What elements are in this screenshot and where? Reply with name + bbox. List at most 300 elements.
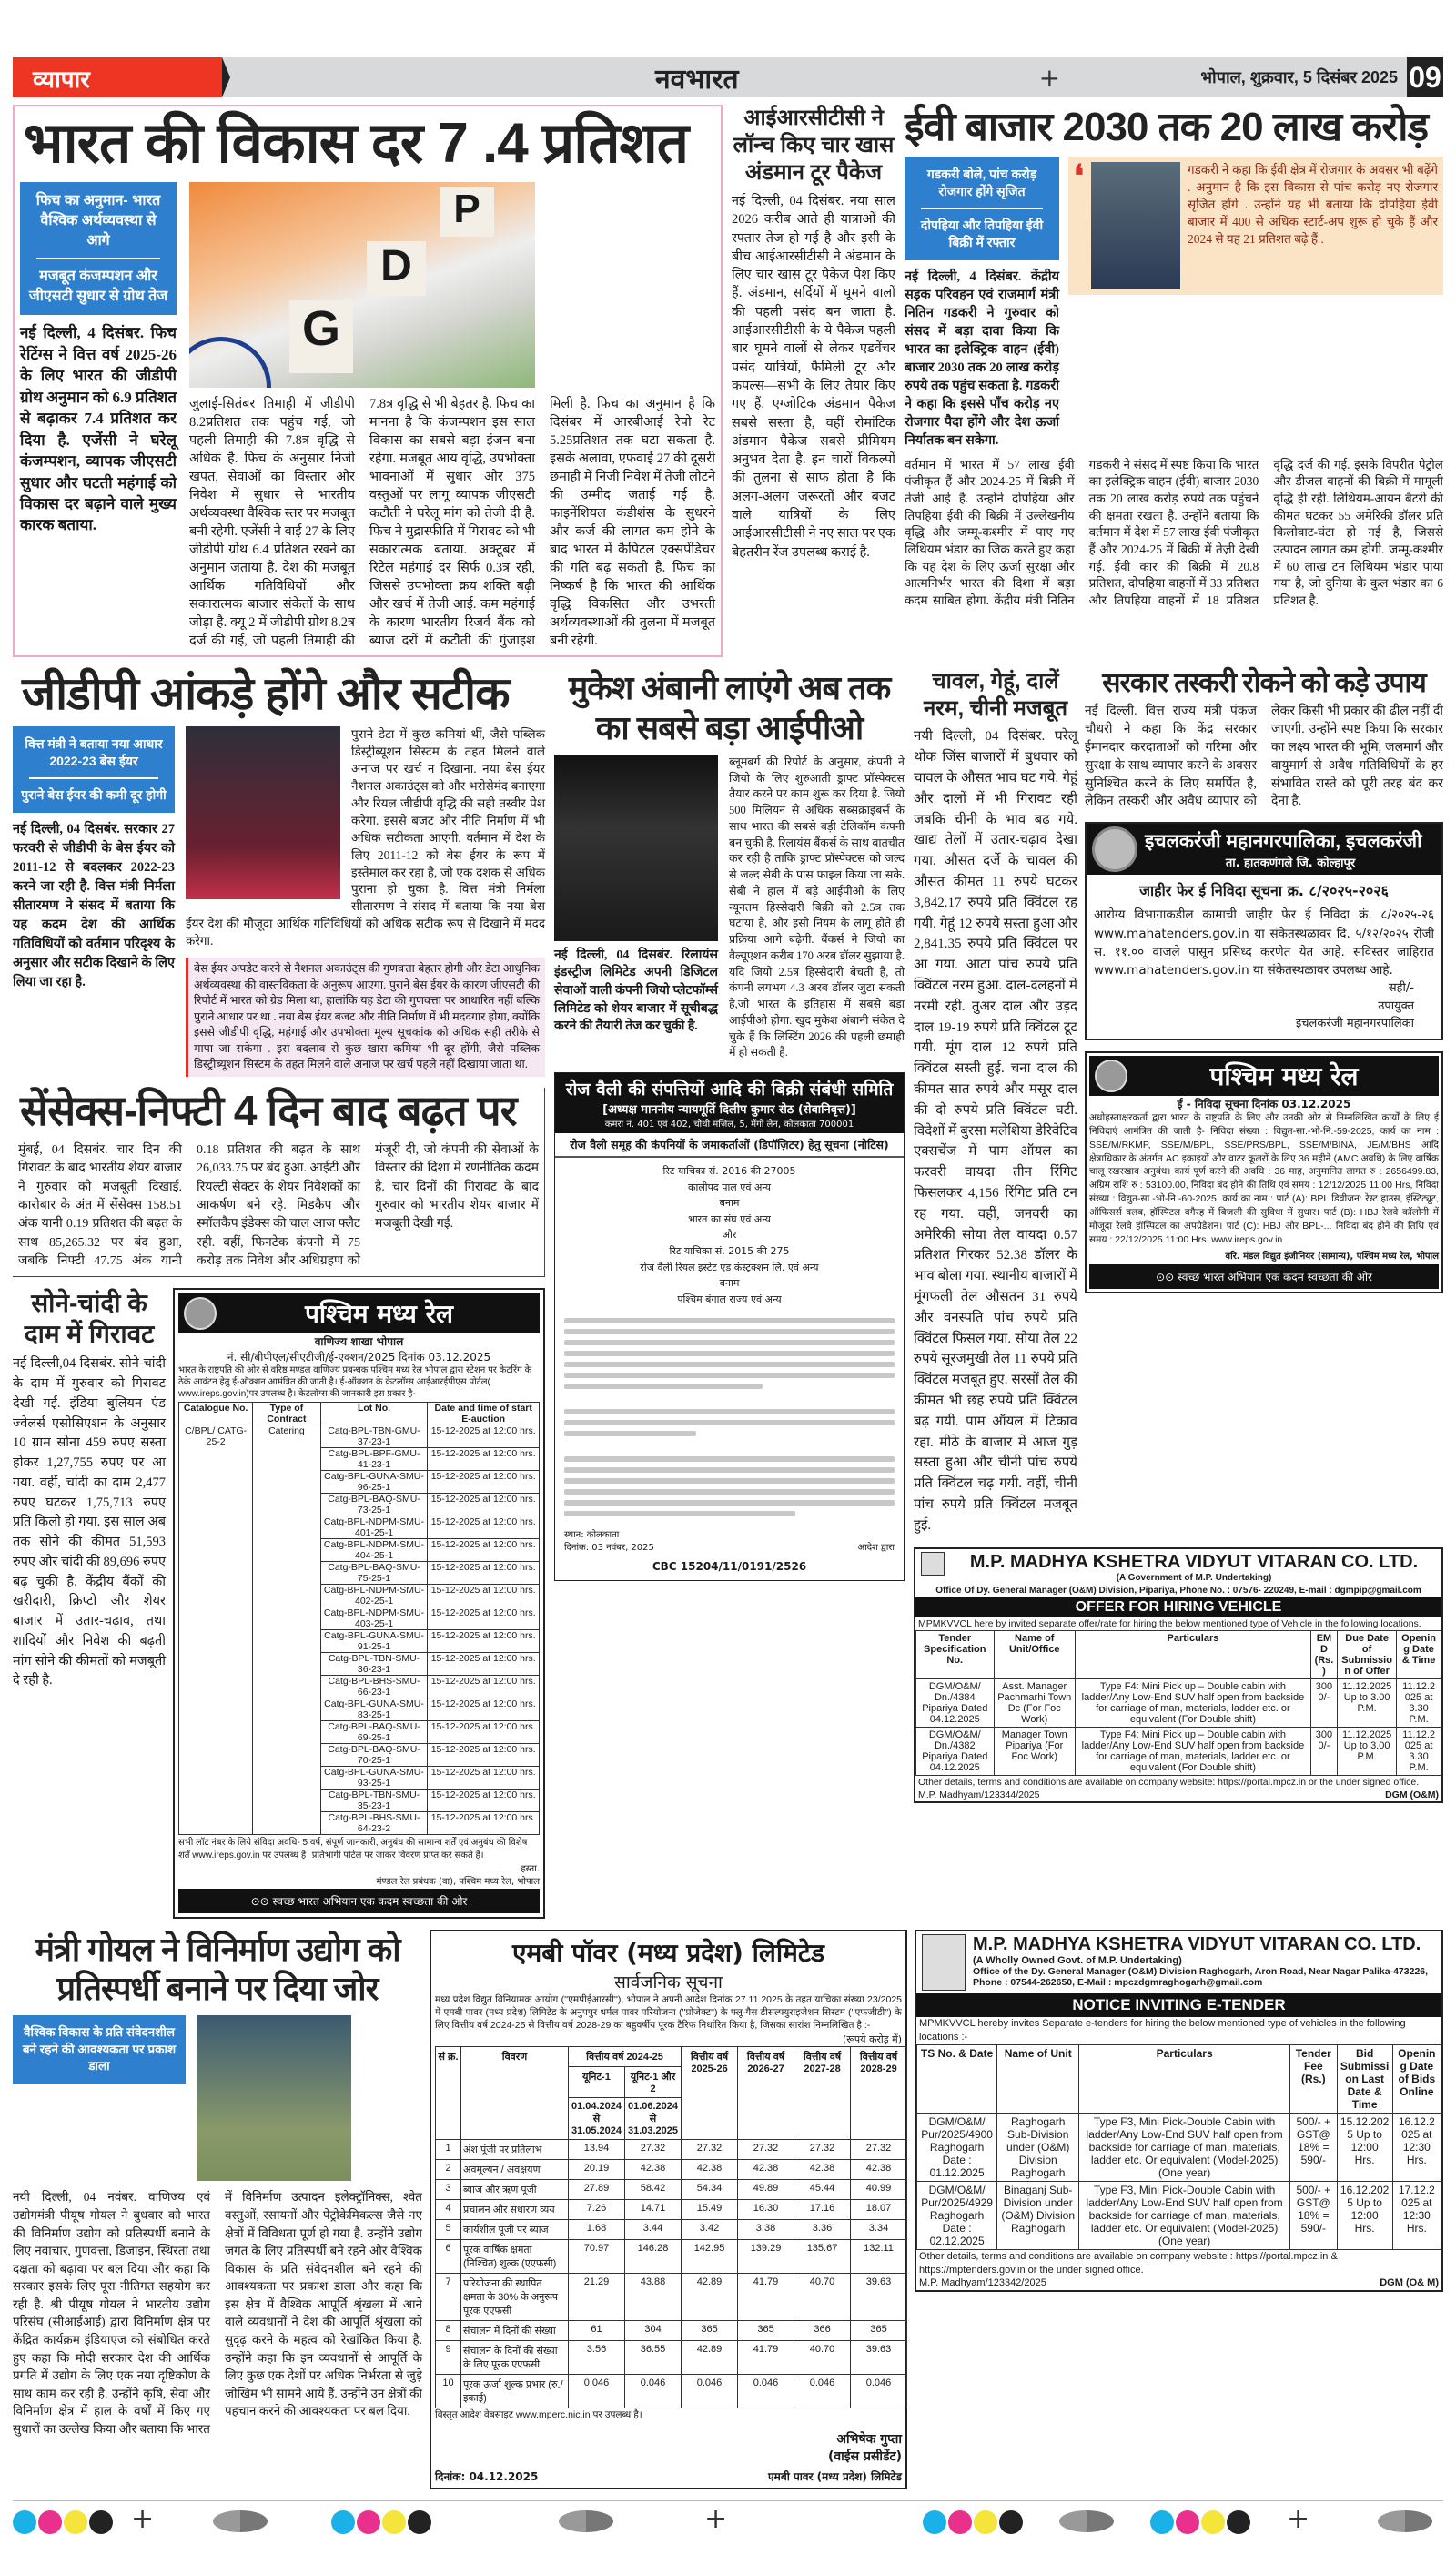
- description: कार्यशील पूंजी पर ब्याज: [461, 2219, 569, 2239]
- crosshair-mark-icon: +: [131, 2502, 155, 2535]
- headline: सोने-चांदी के दाम में गिरावट: [24, 1289, 155, 1348]
- place: स्थान: कोलकाता: [564, 1530, 620, 1541]
- unit: Manager Town Pipariya (For Foc Work): [994, 1727, 1075, 1775]
- value: 18.07: [851, 2199, 907, 2219]
- ad-railway-e-tender: [1085, 1051, 1443, 1293]
- unit: Raghogarh Sub-Division under (O&M) Division Raghogarh: [997, 2113, 1079, 2181]
- intro: भारत के राष्ट्रपति की ओर से वरिष्ठ मण्डल वाणिज्य प्रबन्धक पश्चिम मध्य रेल भोपाल द्वारा स्टेशन पर केटरिंग के ठेके आवंटन हेतु ई-ऑक्शन आमंत्रित की जाती है। ई-ऑक्शन के केटलॉग्स आईआरईपीएस पोर्टल( www.ireps.gov.in)पर उपलब्ध है। केटलॉग्स की जानकारी इस प्रकार है-: [178, 1365, 532, 1400]
- case-line: रोज वैली रियल इस्टेट एंड कंस्ट्रक्शन लि. एवं अन्य: [640, 1261, 819, 1273]
- unit: Binaganj Sub-Division under (O&M) Division Raghogarh: [997, 2181, 1079, 2249]
- lot-no: Catg-BPL-NDPM-SMU-404-25-1: [320, 1539, 428, 1562]
- signer-name: अभिषेक गुप्ता: [836, 2431, 902, 2447]
- table-header: [916, 1630, 1441, 1678]
- ad-banner: OFFER FOR HIRING VEHICLE: [915, 1597, 1441, 1617]
- case-line: रिट याचिका सं. 2015 की 275: [669, 1245, 790, 1258]
- auction-datetime: 15-12-2025 at 12:00 hrs.: [428, 1607, 540, 1630]
- particulars: Type F3, Mini Pick-Double Cabin with ladder/Any Low-End SUV half open from backside for carriage of man, materials, ladder etc. Or equivalent (Model-2025) (One year): [1079, 2113, 1290, 2181]
- footer-note: सभी लॉट नंबर के लिये संविदा अवधि- 5 वर्ष, संपूर्ण जानकारी, अनुबंध की सामान्य शर्तें एवं अनुबंध की विशेष शर्तें www.ireps.gov.in पर उपलब्ध है। प्रतिभागी पोर्टल पर जाकर विवरण प्राप्त कर सकते हैं।: [178, 1838, 528, 1860]
- ashoka-chakra-icon: [189, 337, 271, 388]
- ad-header: [555, 1073, 904, 1133]
- description: संचालन में दिनों की संख्या: [461, 2320, 569, 2340]
- value: 43.88: [625, 2273, 682, 2320]
- page-header: [13, 57, 1443, 97]
- headline: जीडीपी आंकड़े होंगे और सटीक: [22, 668, 510, 720]
- serial: 4: [436, 2199, 461, 2219]
- highlight-2: मजबूत कंजम्पशन और जीएसटी सुधार से ग्रोथ तेज: [28, 269, 168, 304]
- column-header: 01.06.2024 से 31.03.2025: [625, 2097, 682, 2139]
- table-row: [436, 2273, 907, 2320]
- headline: सेंसेक्स-निफ्टी 4 दिन बाद बढ़त पर: [20, 1086, 517, 1134]
- article-body: जुलाई-सितंबर तिमाही में जीडीपी 8.2प्रतिशत तक पहुंच गई, जो पहली तिमाही की 7.8त्र वृद्धि से अधिक है. फिच के अनुसार निजी खपत, सेवाओं का विस्तार और निवेश में सुधार से भारतीय अर्थव्यवस्था वैश्विक स्तर पर मजबूत बनी रहेगी. एजेंसी ने वाई 27 के लिए जीडीपी ग्रोथ 6.4 प्रतिशत रखने का अनुमान जताया है. देश की मजबूत आर्थिक गतिविधियों और सकारात्मक बाजार संकेतों के साथ जोड़ा है. क्यू 2 में जीडीपी ग्रोथ 8.2त्र दर्ज की गई, जो पहली तिमाही की 7.8त्र वृद्धि से भी बेहतर है. फिच का मानना है कि कंजम्पशन इस साल विकास का सबसे बड़ा इंजन बना रहेगा. मजबूत आय वृद्धि, उपभोक्ता भावनाओं में सुधार और 375 वस्तुओं पर लागू व्यापक जीएसटी कटौती ने घरेलू मांग को तेजी दी है. फिच ने मुद्रास्फीति में गिरावट को भी सकारात्मक बताया. अक्टूबर में रिटेल महंगाई दर सिर्फ 0.3त्र रही, जिससे उपभोक्ता क्रय शक्ति बढ़ी और खर्च में तेजी आई. कम महंगाई के कारण भारतीय रिजर्व बैंक को ब्याज दरों में कटौती की गुंजाइश मिली है. फिच का अनुमान है कि दिसंबर में आरबीआई रेपो रेट 5.25प्रतिशत तक घटा सकता है. इसके अलावा, एफवाई 27 की दूसरी छमाही में निजी निवेश में तेजी लौटने की उम्मीद जताई गई है. फाइनेंशियल कंडीशंस के सुधरने और कर्ज की लागत कम होने के बाद भारत में कैपिटल एक्सपेंडिचर की गति बढ़ सकती है. फिच का निष्कर्ष है कि भारत की आर्थिक वृद्धि विकसित और उभरती अर्थव्यवस्थाओं की तुलना में मजबूत बनी रहेगी.: [189, 397, 715, 649]
- column-header: सं क्र.: [436, 2046, 461, 2139]
- value: 3.42: [682, 2219, 738, 2239]
- table-header: [917, 2044, 1441, 2113]
- article-body: नई दिल्ली,04 दिसबंर. सोने-चांदी के दाम में गुरुवार को गिरावट देखी गई. इंडिया बुलियन एंड ज्वेलर्स एसोसिएशन के अनुसार 10 ग्राम सोना 459 रुपए सस्ता होकर 1,27,755 रुपए पर आ गया. वहीं, चांदी का दाम 2,477 रुपए घटकर 1,75,713 रुपए प्रति किलो हो गया. इस साल अब तक सोने की कीमत 51,593 रुपए और चांदी की 89,696 रुपए बढ़ चुकी है. केंद्रीय बैंकों की खरीदारी, क्रिप्टो और शेयर बाजार में उतार-चढ़ाव, तथा शादियों और निवेश की बढ़ती मांग सोने की कीमतों को मजबूती दे रही है.: [13, 1356, 166, 1688]
- submission-date: 16.12.2025 Up to 12:00 Hrs.: [1337, 2181, 1392, 2249]
- column-header: यूनिट-1 और 2: [625, 2066, 682, 2097]
- auction-datetime: 15-12-2025 at 12:00 hrs.: [428, 1767, 540, 1790]
- tender-body: अधोहस्ताक्षरकर्ता द्वारा भारत के राष्ट्रपति के लिए और उनकी ओर से निम्नलिखित कार्यों के लिए ई निविदाएं आमंत्रित की जाती है- निविदा संख्या : विद्युत-सा.-भो-नि.-59-2025, कार्य का नाम : SSE/M/RKMP, SSE/M/BPL, SSE/PRS/BPL, SSE/M/BINA, JE/M/BHS आदि क्षेत्राधिकार के अंतर्गत AC इकाइयों और वाटर कूलरों के लिए 36 महीने (AMC अवधि) के लिए वार्षिक चालू रखरखाव अनुबंध। कार्य पूर्ण करने की अवधि : 36 माह, अनुमानित लागत रु : 2656499.83, अग्रिम राशि रु : 53100.00, निविदा बंद होने की तिथि एवं समय : 12/12/2025 11:00 Hrs, निविदा संख्या : विद्युत-सा.-भो-नि.-60-2025, कार्य का नाम : पार्ट (A): BPL डिवीजन: रेस्ट हाउस, इंस्टिट्यूट, ऑफिसर्स क्लब, हॉस्पिटल वगैरह में बिजली की सुविधा में सुधार। पार्ट (B): HBJ रेलवे कॉलोनी में मौजूदा रेलवे हॉस्पिटल का अपग्रेडेशन। पार्ट (C): HBJ और BPL-... निविदा बंद होने की तिथि एवं समय : 22/12/2025 11:00 Hrs. www.ireps.gov.in: [1089, 1111, 1439, 1245]
- highlight-box: [905, 157, 1059, 260]
- column-header: Tender Specification No.: [916, 1630, 995, 1678]
- fee: 3000/-: [1310, 1678, 1337, 1727]
- value: 0.046: [738, 2374, 794, 2408]
- value: 54.34: [682, 2179, 738, 2199]
- ad-banner: NOTICE INVITING E-TENDER: [916, 1993, 1441, 2017]
- ad-header: [1087, 824, 1441, 875]
- value: 3.38: [738, 2219, 794, 2239]
- section-label: [13, 57, 222, 97]
- signatory-title: उपायुक्त: [1378, 999, 1414, 1013]
- quote-mark-icon: ❛: [1074, 160, 1084, 195]
- submission-date: 11.12.2025 Up to 3.00 P.M.: [1338, 1678, 1397, 1727]
- value: 40.99: [851, 2179, 907, 2199]
- page-number: 09: [1407, 57, 1443, 97]
- lot-no: Catg-BPL-BAQ-SMU-75-25-1: [320, 1562, 428, 1585]
- pull-quote: [186, 958, 545, 1077]
- value: 39.63: [851, 2340, 907, 2374]
- grey-balance-mark-icon: [1059, 2510, 1114, 2536]
- address: कमरा नं. 401 एवं 402, चौथी मंज़िल, 5, मैंगो लेन, कोलकाता 700001: [604, 1120, 854, 1130]
- grey-balance-mark-icon: [1378, 2510, 1432, 2536]
- lead-paragraph: नई दिल्ली, 04 दिसबंर. रिलायंस इंडस्ट्रीज लिमिटेड अपनी डिजिटल सेवाओं वाली कंपनी जियो प्लेटफॉर्म्स लिमिटेड को शेयर बाजार में सूचीबद्ध करने की तैयारी तेज कर चुकी है.: [554, 948, 718, 1034]
- lead-paragraph: नई दिल्ली, 4 दिसंबर. फिच रेटिंग्स ने वित्त वर्ष 2025-26 के लिए भारत की जीडीपी ग्रोथ अनुमान को 6.9 प्रतिशत से बढ़ाकर 7.4 प्रतिशत कर दिया है. एजेंसी ने घरेलू कंजम्पशन, व्यापक जीएसटी सुधार और घटती महंगाई को विकास दर बढ़ाने वाले मुख्य कारक बताया.: [20, 324, 177, 534]
- ad-subtitle: (A Government of M.P. Undertaking): [1116, 1572, 1272, 1583]
- tender-no: DGM/O&M/ Pur/2025/4900 Raghogarh Date : 01.12.2025: [917, 2113, 997, 2181]
- gdp-tiles-photo: [189, 182, 535, 388]
- value: 13.94: [569, 2139, 625, 2159]
- tender-no: DGM/O&M/ Dn./4384 Pipariya Dated 04.12.2025: [916, 1678, 995, 1727]
- lot-no: Catg-BPL-BAQ-SMU-69-25-1: [320, 1721, 428, 1744]
- column-header: Catalogue No.: [179, 1403, 253, 1425]
- column-header: Opening Date of Bids Online: [1392, 2044, 1441, 2113]
- auction-datetime: 15-12-2025 at 12:00 hrs.: [428, 1744, 540, 1767]
- lot-no: Catg-BPL-GUNA-SMU-93-25-1: [320, 1767, 428, 1790]
- auction-datetime: 15-12-2025 at 12:00 hrs.: [428, 1516, 540, 1539]
- case-line: पश्चिम बंगाल राज्य एवं अन्य: [677, 1293, 782, 1305]
- lead-paragraph: नई दिल्ली, 4 दिसंबर. केंद्रीय सड़क परिवहन एवं राजमार्ग मंत्री नितिन गडकरी ने गुरुवार को संसद में बड़ा दावा किया कि भारत का इलेक्ट्रिक वाहन (ईवी) बाजार 2030 तक 20 लाख करोड़ रुपये तक पहुंच सकता है. गडकरी ने कहा कि इससे पाँच करोड़ नए रोजगार पैदा होंगे और देश ऊर्जा निर्यातक बन सकेगा.: [905, 269, 1059, 448]
- article-ev-market: [905, 105, 1443, 609]
- case-line: कालीपद पाल एवं अन्य: [688, 1181, 771, 1193]
- value: 27.89: [569, 2179, 625, 2199]
- grey-balance-mark-icon: [213, 2510, 268, 2536]
- intro: MPMKVVCL hereby invites Separate e-tenders for hiring the below mentioned type of vehicles in the following locations :-: [919, 2018, 1406, 2043]
- auction-table: [178, 1402, 540, 1835]
- description: संचालन के दिनों की संख्या के लिए पूरक एएफसी: [461, 2340, 569, 2374]
- contract-type: Catering: [253, 1425, 320, 1835]
- case-line: और: [722, 1229, 737, 1242]
- color-registration-dots-icon: [331, 2510, 433, 2538]
- date: दिनांक: 03 नवंबर, 2025: [564, 1543, 654, 1554]
- opening-date: 17.12.2025 at 12:30 Hrs.: [1392, 2181, 1441, 2249]
- quote-box: [1068, 157, 1443, 295]
- table-header: [179, 1403, 540, 1425]
- color-registration-dots-icon: [13, 2510, 115, 2538]
- branch: वाणिज्य शाखा भोपाल: [314, 1335, 404, 1349]
- value: 0.046: [569, 2374, 625, 2408]
- ad-mb-power-notice: [430, 1930, 907, 2489]
- table-row: [917, 2181, 1441, 2249]
- value: 40.70: [794, 2273, 851, 2320]
- fee: 500/- + GST@ 18% = 590/-: [1290, 2113, 1337, 2181]
- value: 61: [569, 2320, 625, 2340]
- value: 0.046: [625, 2374, 682, 2408]
- column-header: Name of Unit/Office: [994, 1630, 1075, 1678]
- print-registration-marks: [13, 2500, 1443, 2546]
- article-sensex-nifty: [13, 1088, 545, 1278]
- ad-header: [1089, 1056, 1439, 1096]
- table-row: [436, 2199, 907, 2219]
- value: 1.68: [569, 2219, 625, 2239]
- headline: सरकार तस्करी रोकने को कड़े उपाय: [1102, 668, 1426, 699]
- serial: 9: [436, 2340, 461, 2374]
- article-smuggling: [1085, 668, 1443, 811]
- sitharaman-photo: [186, 726, 340, 899]
- value: 16.30: [738, 2199, 794, 2219]
- value: 40.70: [794, 2340, 851, 2374]
- description: अंश पूंजी पर प्रतिलाभ: [461, 2139, 569, 2159]
- value: 42.38: [851, 2159, 907, 2179]
- value: 3.56: [569, 2340, 625, 2374]
- column-header: Lot No.: [320, 1403, 428, 1425]
- ad-subtitle: सार्वजनिक सूचना: [614, 1972, 723, 1993]
- value: 3.36: [794, 2219, 851, 2239]
- auction-datetime: 15-12-2025 at 12:00 hrs.: [428, 1494, 540, 1516]
- signature: सही/-: [1388, 981, 1414, 996]
- fee: 3000/-: [1310, 1727, 1337, 1775]
- table-row: [436, 2179, 907, 2199]
- lot-no: Catg-BPL-TBN-SMU-35-23-1: [320, 1790, 428, 1812]
- serial: 3: [436, 2179, 461, 2199]
- column-header: वित्तीय वर्ष 2027-28: [794, 2046, 851, 2139]
- value: 42.38: [738, 2159, 794, 2179]
- column-header: Name of Unit: [997, 2044, 1079, 2113]
- signer-title: (वाईस प्रसीडेंट): [827, 2449, 902, 2464]
- lot-no: Catg-BPL-BHS-SMU-66-23-1: [320, 1676, 428, 1698]
- value: 36.55: [625, 2340, 682, 2374]
- swachh-bharat-banner: [178, 1889, 540, 1913]
- footer-note: विस्तृत आदेश वेबसाइट www.mperc.nic.in पर उपलब्ध है।: [435, 2408, 642, 2420]
- ad-title: M.P. MADHYA KSHETRA VIDYUT VITARAN CO. LTD.: [969, 1551, 1419, 1572]
- description: पूरक वार्षिक क्षमता (निश्चित) शुल्क (एएफसी): [461, 2239, 569, 2273]
- railway-logo-icon: [184, 1297, 217, 1330]
- column-header: TS No. & Date: [917, 2044, 997, 2113]
- article-body: ब्लूमबर्ग की रिपोर्ट के अनुसार, कंपनी ने जियो के लिए शुरुआती ड्राफ्ट प्रॉस्पेक्टस तैयार करने पर काम शुरू कर दिया है. जियो 500 मिलियन से अधिक सब्सक्राइबर्स के साथ भारत की सबसे बड़ी टेलिकॉम कंपनी बन चुकी है. रिलायंस बैंकर्स के साथ बातचीत कर रही है ताकि ड्राफ्ट प्रॉस्पेक्टस को जल्द से जल्द सेबी के पास फाइल किया जा सके. सेबी ने हाल में बड़े आईपीओ के लिए न्यूनतम हिस्सेदारी बिक्री को 2.5त्र तक घटाया है, और इसी नियम के लागू होते ही प्रक्रिया आगे बढ़ेगी. बैंकर्स ने जियो का वैल्यूएशन करीब 170 अरब डॉलर सुझाया है. यदि जियो 2.5त्र हिस्सेदारी बेचती है, तो कंपनी लगभग 4.3 अरब डॉलर जुटा सकती है,जो भारत के इतिहास में सबसे बड़ा आईपीओ होगा. खुद मुकेश अंबानी संकेत दे चुके हैं कि लिस्टिंग 2026 की पहली छमाही में हो सकती है.: [729, 755, 905, 1060]
- mpcz-logo-icon: [922, 1934, 966, 1991]
- value: 0.046: [851, 2374, 907, 2408]
- article-body: नई दिल्ली. वित्त राज्य मंत्री पंकज चौधरी ने कहा कि केंद्र सरकार ईमानदार करदाताओं को गरिमा और सुरक्षा के साथ व्यापार करने के अवसर सुनिश्चित करने के लिए समर्पित है, लेकिन तस्करी और अवैध व्यापार को लेकर किसी भी प्रकार की ढील नहीं दी जाएगी. उन्होंने स्पष्ट किया कि सरकार का लक्ष्य भारत की भूमि, जलमार्ग और वायुमार्ग से अवैध गतिविधियों के हर संभावित रास्ते को पूरी तरह बंद कर देना है.: [1085, 705, 1443, 809]
- unit-note: (रूपये करोड़ में): [842, 2033, 902, 2045]
- particulars: Type F4: Mini Pick up – Double cabin with ladder/Any Low-End SUV half open from backside for carriage of man, materials, ladder etc. or equivalent (For Double shift): [1075, 1727, 1310, 1775]
- quote-text: गडकरी ने कहा कि ईवी क्षेत्र में रोजगार के अवसर भी बढ़ेंगे . अनुमान है कि इस विकास से पांच करोड़ नए रोजगार सृजित होंगे . उन्होंने यह भी बताया कि दोपहिया ईवी बाजार में 400 से अधिक स्टार्ट-अप शुरू हो चुके हैं और 2024 से यह 21 प्रतिशत बढ़े हैं .: [1187, 163, 1438, 246]
- column-header: Particulars: [1075, 1630, 1310, 1678]
- tender-table: [916, 2044, 1441, 2250]
- article-goyal-manufacturing: [13, 1930, 422, 2438]
- serial: 7: [436, 2273, 461, 2320]
- grey-balance-mark-icon: [559, 2510, 613, 2536]
- auction-datetime: 15-12-2025 at 12:00 hrs.: [428, 1585, 540, 1607]
- swachh-text: स्वच्छ भारत अभियान एक कदम स्वच्छता की ओर: [272, 1895, 468, 1909]
- signatory: मंण्डल रेल प्रबंधक (वा), पश्चिम मध्य रेल, भोपाल: [376, 1877, 540, 1888]
- value: 7.26: [569, 2199, 625, 2219]
- table-row: [916, 1727, 1441, 1775]
- article-gold-silver: [13, 1288, 166, 1691]
- auction-datetime: 15-12-2025 at 12:00 hrs.: [428, 1630, 540, 1653]
- table-row: [917, 2113, 1441, 2181]
- value: 20.19: [569, 2159, 625, 2179]
- notice-body-text: [555, 1307, 904, 1527]
- ad-subtitle: (A Wholly Owned Govt. of M.P. Undertaking): [973, 1955, 1182, 1967]
- submission-date: 11.12.2025 Up to 3.00 P.M.: [1338, 1727, 1397, 1775]
- highlight-2: पुराने बेस ईयर की कमी दूर होगी: [21, 787, 167, 803]
- value: 0.046: [794, 2374, 851, 2408]
- catalogue-no: C/BPL/ CATG-25-2: [179, 1425, 253, 1835]
- headline: चावल, गेहूं, दालें नरम, चीनी मजबूत: [923, 669, 1068, 722]
- submission-date: 15.12.2025 Up to 12:00 Hrs.: [1337, 2113, 1392, 2181]
- swachh-glasses-icon: ⊙⊙: [1156, 1270, 1178, 1283]
- value: 42.89: [682, 2273, 738, 2320]
- auction-datetime: 15-12-2025 at 12:00 hrs.: [428, 1471, 540, 1494]
- ad-mpcz-raghogarh: [915, 1930, 1443, 2292]
- value: 27.32: [625, 2139, 682, 2159]
- auction-datetime: 15-12-2025 at 12:00 hrs.: [428, 1539, 540, 1562]
- table-row: [436, 2139, 907, 2159]
- column-header: EMD (Rs.): [1310, 1630, 1337, 1678]
- description: ब्याज और ऋण पूंजी: [461, 2179, 569, 2199]
- ad-ichalkaranji-tender: [1085, 822, 1443, 1040]
- table-row: [436, 2219, 907, 2239]
- value: 27.32: [794, 2139, 851, 2159]
- description: प्रचालन और संधारण व्यय: [461, 2199, 569, 2219]
- case-line: बनाम: [719, 1277, 740, 1290]
- article-jio-ipo: [554, 668, 905, 1061]
- lead-paragraph: नई दिल्ली, 04 दिसबंर. सरकार 27 फरवरी से जीडीपी के बेस ईयर को 2011-12 से बदलकर 2022-23 करने जा रही है. वित्त मंत्री निर्मला सीतारमण ने संसद में बताया कि यह कदम देश की आर्थिक गतिविधियों को वर्तमान परिदृश्य के अनुसार और सटीक दिखाने के लिए लिया जा रहा है.: [13, 822, 175, 990]
- office-address: Office Of Dy. General Manager (O&M) Division, Pipariya, Phone No. : 07576- 220249, E-mail : dgmpip@gmail.com: [935, 1585, 1421, 1596]
- opening-date: 11.12.2025 at 3.30 P.M.: [1397, 1727, 1441, 1775]
- notice-body: आरोग्य विभागाकडील कामाची जाहीर फेर ई निविदा क्रं. ८/२०२५-२६ www.mahatenders.gov.in या संकेतस्थळावर दि. ५/१२/२०२५ रोजी स. ११.०० वाजले पासून प्रसिध्द करणेत येत आहे. सविस्तर जाहिरात www.mahatenders.gov.in या संकेतस्थळावर उपलब्ध आहे.: [1094, 907, 1434, 978]
- color-registration-dots-icon: [1150, 2510, 1252, 2538]
- column-header: वित्तीय वर्ष 2025-26: [682, 2046, 738, 2139]
- auction-datetime: 15-12-2025 at 12:00 hrs.: [428, 1448, 540, 1471]
- color-registration-dots-icon: [923, 2510, 1025, 2538]
- tender-no: DGM/O&M/ Dn./4382 Pipariya Dated 04.12.2025: [916, 1727, 995, 1775]
- value: 3.34: [851, 2219, 907, 2239]
- signature: हस्ता.: [521, 1864, 540, 1875]
- article-gdp-base-year: [13, 668, 545, 1076]
- table-row: [179, 1425, 540, 1448]
- column-header: विवरण: [461, 2046, 569, 2139]
- fee: 500/- + GST@ 18% = 590/-: [1290, 2181, 1337, 2249]
- value: 58.42: [625, 2179, 682, 2199]
- tariff-table: [435, 2046, 907, 2408]
- headline: मुकेश अंबानी लाएंगे अब तक का सबसे बड़ा आईपीओ: [568, 669, 891, 746]
- value: 70.97: [569, 2239, 625, 2273]
- value: 45.44: [794, 2179, 851, 2199]
- value: 304: [625, 2320, 682, 2340]
- value: 15.49: [682, 2199, 738, 2219]
- value: 366: [794, 2320, 851, 2340]
- highlight-box: [20, 182, 177, 315]
- table-row: [436, 2239, 907, 2273]
- dateline: भोपाल, शुक्रवार, 5 दिसंबर 2025: [1200, 68, 1398, 86]
- value: 146.28: [625, 2239, 682, 2273]
- opening-date: 16.12.2025 at 12:30 Hrs.: [1392, 2113, 1441, 2181]
- tender-no: DGM/O&M/ Pur/2025/4929 Raghogarh Date : 02.12.2025: [917, 2181, 997, 2249]
- crosshair-mark-icon: +: [1038, 62, 1061, 93]
- column-header: वित्तीय वर्ष 2028-29: [851, 2046, 907, 2139]
- auction-datetime: 15-12-2025 at 12:00 hrs.: [428, 1562, 540, 1585]
- serial: 6: [436, 2239, 461, 2273]
- company: एमबी पावर (मध्य प्रदेश) लिमिटेड: [768, 2469, 902, 2483]
- lot-no: Catg-BPL-BPF-GMU-41-23-1: [320, 1448, 428, 1471]
- value: 27.32: [851, 2139, 907, 2159]
- lot-no: Catg-BPL-TBN-GMU-37-23-1: [320, 1425, 428, 1448]
- auction-datetime: 15-12-2025 at 12:00 hrs.: [428, 1698, 540, 1721]
- column-header: Type of Contract: [253, 1403, 320, 1425]
- swachh-text: स्वच्छ भारत अभियान एक कदम स्वच्छता की ओर: [1178, 1270, 1372, 1283]
- tile-g: G: [289, 300, 353, 373]
- reference: नं. सी/बीपीएल/सीएटीजी/ई-एक्शन/2025 दिनांक 03.12.2025: [227, 1351, 491, 1364]
- ad-subtitle: ई - निविदा सूचना दिनांक 03.12.2025: [1177, 1097, 1351, 1110]
- lot-no: Catg-BPL-NDPM-SMU-401-25-1: [320, 1516, 428, 1539]
- value: 42.89: [682, 2340, 738, 2374]
- column-header: Particulars: [1079, 2044, 1290, 2113]
- headline: मंत्री गोयल ने विनिर्माण उद्योग को प्रतिस्पर्धी बनाने पर दिया जोर: [35, 1931, 400, 2008]
- value: 135.67: [794, 2239, 851, 2273]
- value: 49.89: [738, 2179, 794, 2199]
- footer-note: Other details, terms and conditions are available on company website: https://portal.mpcz.in or the under signed office.: [918, 1776, 1420, 1788]
- auction-datetime: 15-12-2025 at 12:00 hrs.: [428, 1721, 540, 1744]
- table-row: [436, 2340, 907, 2374]
- table-header: [436, 2046, 907, 2066]
- ad-mpcz-pipariya: [914, 1547, 1443, 1804]
- signatory: DGM (O& M): [1380, 2277, 1439, 2289]
- signatory: वरि. मंडल विद्युत इंजीनियर (सामान्य), पश्चिम मध्य रेल, भोपाल: [1225, 1251, 1439, 1262]
- ad-title: एमबी पॉवर (मध्य प्रदेश) लिमिटेड: [512, 1938, 824, 1969]
- reference: M.P. Madhyam/123344/2025: [918, 1789, 1040, 1800]
- lot-no: Catg-BPL-BAQ-SMU-73-25-1: [320, 1494, 428, 1516]
- tender-table: [915, 1630, 1441, 1776]
- article-body: नई दिल्ली, 04 दिसंबर. नया साल 2026 करीब आते ही यात्राओं की रफ्तार तेज हो गई है और इसी के बीच आईआरसीटीसी ने अंडमान के लिए चार खास टूर पैकेज पेश किए हैं. अंडमान, सर्दियों में घूमने वालों की पहली पसंद बन जाता है. आईआरसीटीसी के ये पैकेज पहली बार घूमने वालों से लेकर एडवेंचर पसंद यात्रियों, फैमिली टूर और कपल्स—सभी के लिए तैयार किए गए हैं. एग्जोटिक अंडमान पैकेज सबसे सस्ता है, वहीं रोमांटिक अंडमान पैकेज सबसे प्रीमियम अनुभव देता है. इन चारों विकल्पों की तुलना से साफ होता है कि अलग-अलग जरूरतों और बजट वाले यात्रियों के लिए आईआरसीटीसी ने नए साल पर एक बेहतरीन रेंज उपलब्ध कराई है.: [732, 194, 895, 560]
- lot-no: Catg-BPL-NDPM-SMU-402-25-1: [320, 1585, 428, 1607]
- value: 42.38: [682, 2159, 738, 2179]
- highlight-1: वित्त मंत्री ने बताया नया आधार 2022-23 बेस ईयर: [25, 736, 163, 769]
- value: 21.29: [569, 2273, 625, 2320]
- swachh-glasses-icon: ⊙⊙: [250, 1895, 273, 1909]
- article-body: नयी दिल्ली, 04 नवंबर. वाणिज्य एवं उद्योगमंत्री पीयूष गोयल ने बुधवार को भारत की विनिर्माण उद्योग को प्रतिस्पर्धी बनाने के लिए नवाचार, गुणवत्ता, डिजाइन, स्थिरता तथा दक्षता को बढ़ावा पर बल दिया और कहा कि सरकार इसके लिए पूरा नीतिगत सहयोग कर रही है. श्री पीयूष गोयल ने भारतीय उद्योग परिसंघ (सीआईआई) द्वारा विनिर्माण क्षेत्र पर केंद्रित कार्यक्रम इंडियाएज को संबोधित करते हुए कहा कि मोदी सरकार देश की आर्थिक प्रगति में उद्योग के लिए एक नया दृष्टिकोण के साथ काम कर रही है. उन्होंने कृषि, सेवा और विनिर्माण क्षेत्र में हाल के वर्षों में किए गए सुधारों का उल्लेख किया और बताया कि भारत में विनिर्माण उत्पादन इलेक्ट्रॉनिक्स, श्वेत वस्तुओं, रसायनों और पेट्रोकेमिकल्स जैसे नए क्षेत्रों में विविधता पूर्ण हो गया है. उन्होंने उद्योग जगत के लिए प्रतिस्पर्धी बने रहने और वैश्विक विकास के प्रति संवेदनशील बने रहने की आवश्यकता पर प्रकाश डाला और कहा कि इस क्षेत्र में वैश्विक आपूर्ति श्रृंखला में आने वाले व्यवधानों ने देश की आपूर्ति श्रृंखला को सुदृढ़ करने के महत्व को रेखांकित किया है. उन्होंने कहा कि इन व्यवधानों से आपूर्ति के लिए कुछ एक देशों पर अधिक निर्भरता से जुड़े जोखिम भी सामने आये हैं. उन्होंने उन क्षेत्रों की पहचान करने की आवश्यकता पर बल दिया.: [13, 2190, 422, 2436]
- lot-no: Catg-BPL-GUNA-SMU-91-25-1: [320, 1630, 428, 1653]
- value: 27.32: [682, 2139, 738, 2159]
- auction-datetime: 15-12-2025 at 12:00 hrs.: [428, 1425, 540, 1448]
- highlight-1: गडकरी बोले, पांच करोड़ रोजगार होंगे सृजित: [926, 167, 1037, 199]
- reference: M.P. Madhyam/123342/2025: [919, 2277, 1046, 2289]
- cbc-number: CBC 15204/11/0191/2526: [652, 1560, 807, 1574]
- table-row: [436, 2374, 907, 2408]
- value: 365: [738, 2320, 794, 2340]
- value: 132.11: [851, 2239, 907, 2273]
- ad-title: M.P. MADHYA KSHETRA VIDYUT VITARAN CO. LTD.: [973, 1934, 1421, 1955]
- table-row: [436, 2320, 907, 2340]
- signatory: DGM (O&M): [1385, 1789, 1439, 1800]
- value: 42.38: [794, 2159, 851, 2179]
- value: 27.32: [738, 2139, 794, 2159]
- auction-datetime: 15-12-2025 at 12:00 hrs.: [428, 1676, 540, 1698]
- headline: भारत की विकास दर 7 .4 प्रतिशत: [24, 112, 689, 175]
- signatory-org: इचलकरंजी महानगरपालिका: [1295, 1017, 1414, 1031]
- footer-note: Other details, terms and conditions are available on company website : https://portal.mpcz.in & https://mptenders.gov.in or the under signed office.: [919, 2250, 1338, 2276]
- opening-date: 11.12.2025 at 3.30 P.M.: [1397, 1678, 1441, 1727]
- serial: 1: [436, 2139, 461, 2159]
- column-header: 01.04.2024 से 31.05.2024: [569, 2097, 625, 2139]
- table-row: [916, 1678, 1441, 1727]
- railway-logo-icon: [1095, 1060, 1127, 1092]
- municipal-seal-icon: [1092, 826, 1138, 872]
- ad-rose-valley-notice: [554, 1072, 905, 1581]
- office-address: Office of the Dy. General Manager (O&M) Division Raghogarh, Aron Road, Near Nagar Palika-473226, Phone : 07544-262650, E-Mail : mpczdgmraghogarh@gmail.com: [973, 1966, 1429, 1989]
- lot-no: Catg-BPL-TBN-SMU-36-23-1: [320, 1653, 428, 1676]
- column-header: Bid Submission Last Date & Time: [1337, 2044, 1392, 2113]
- auction-datetime: 15-12-2025 at 12:00 hrs.: [428, 1653, 540, 1676]
- article-irctc: [732, 105, 895, 562]
- notice-title: रोज वैली समूह की कंपनियों के जमाकर्ताओं (डिपॉज़िटर) हेतु सूचना (नोटिस): [555, 1133, 904, 1158]
- lot-no: Catg-BPL-GUNA-SMU-96-25-1: [320, 1471, 428, 1494]
- article-body: पुराने डेटा में कुछ कमियां थीं, जैसे पब्लिक डिस्ट्रीब्यूशन सिस्टम के तहत मिलने वाले अनाज पर खर्च न दिखाना. नया बेस ईयर नैशनल अकाउंट्स को और भरोसेमंद बनाएगा और रियल जीडीपी वृद्धि की सही तस्वीर पेश करेगा. इससे बजट और नीति निर्माण में भी अधिक सटीकता आएगी. वर्तमान में देश के लिए 2011-12 को बेस ईयर के रूप में इस्तेमाल कर रहा है, जो एक दशक से अधिक पुराना हो चुका है. वित्त मंत्री निर्मला सीतारमण ने संसद में बताया कि नया बेस ईयर देश की मौजूदा आर्थिक गतिविधियों को अधिक सटीक रूप से दिखाने में मदद करेगा.: [186, 727, 545, 948]
- case-details: [555, 1163, 904, 1307]
- tile-d: D: [367, 241, 426, 296]
- ad-subtitle: [अध्यक्ष माननीय न्यायमूर्ति दिलीप कुमार सेठ (सेवानिवृत्त)]: [602, 1103, 856, 1118]
- case-line: रिट याचिका सं. 2016 की 27005: [662, 1165, 796, 1178]
- masthead: नवभारत: [655, 64, 739, 95]
- pull-quote-text: बेस ईयर अपडेट करने से नैशनल अकाउंट्स की गुणवत्ता बेहतर होगी और डेटा आधुनिक अर्थव्यवस्था की वास्तविकता के अनुरूप आएगा. पुराने बेस ईयर के कारण जीएसटी की रिपोर्ट में भारत को ग्रेड मिला था, हालांकि यह डेटा की गुणवत्ता पर आधारित नहीं बल्कि पुराने आधार पर था . नया बेस ईयर बजट और नीति निर्माण में भी मददगार होगा, क्योंकि इससे जीडीपी वृद्धि, महंगाई और उपभोक्ता मूल्य सूचकांक को अधिक सही तरीके से मापा जा सकेगा . इस बदलाव से कुछ खास कमियां भी दूर होंगी, जैसे पब्लिक डिस्ट्रीब्यूशन सिस्टम के तहत मिलने वाले अनाज पर खर्च पहले नहीं दिखाया जाता था.: [194, 962, 540, 1071]
- serial: 10: [436, 2374, 461, 2408]
- value: 17.16: [794, 2199, 851, 2219]
- auction-datetime: 15-12-2025 at 12:00 hrs.: [428, 1790, 540, 1812]
- headline: आईआरसीटीसी ने लॉन्च किए चार खास अंडमान टूर पैकेज: [733, 106, 895, 185]
- highlight-1: फिच का अनुमान- भारत वैश्विक अर्थव्यवस्था से आगे: [35, 193, 161, 248]
- value: 365: [682, 2320, 738, 2340]
- ad-title: पश्चिम मध्य रेल: [304, 1299, 454, 1330]
- mpcz-logo-icon: [921, 1552, 945, 1576]
- column-header: वित्तीय वर्ष 2026-27: [738, 2046, 794, 2139]
- value: 139.29: [738, 2239, 794, 2273]
- serial: 2: [436, 2159, 461, 2179]
- article-body: मुंबई, 04 दिसबंर. चार दिन की गिरावट के बाद भारतीय शेयर बाजार ने गुरुवार को मजबूती दिखाई. कारोबार के अंत में सेंसेक्स 158.51 अंक यानी 0.19 प्रतिशत की बढ़त के साथ 85,265.32 पर बंद हुआ, जबकि निफ्टी 47.75 अंक यानी 0.18 प्रतिशत की बढ़त के साथ 26,033.75 पर बंद हुआ. आईटी और रियल्टी सेक्टर के शेयर निवेशकों का आकर्षण बने रहे. मिडकैप और स्मॉलकैप इंडेक्स की चाल आज फ्लैट रही. वहीं, फिनटेक कंपनी में 75 करोड़ तक निवेश और अधिग्रहण को मंजूरी दी, जो कंपनी की सेवाओं के विस्तार की दिशा में रणनीतिक कदम है. चार दिनों की गिरावट के बाद गुरुवार को भारतीय शेयर बाजार में मजबूती देखी गई.: [18, 1143, 539, 1268]
- column-header: Opening Date & Time: [1397, 1630, 1441, 1678]
- gadkari-photo: [1091, 162, 1180, 289]
- article-body: वर्तमान में भारत में 57 लाख ईवी पंजीकृत हैं और 2024-25 में बिक्री में तेजी आई है. उन्होंने दोपहिया और तिपहिया ईवी की बिक्री में उल्लेखनीय वृद्धि और जम्मू-कश्मीर में पाए गए लिथियम भंडार का जिक्र करते हुए कहा कि यह देश के लिए ऊर्जा सुरक्षा और आत्मनिर्भर भारत की दिशा में बड़ा कदम साबित होगा. केंद्रीय मंत्री नितिन गडकरी ने संसद में स्पष्ट किया कि भारत का इलेक्ट्रिक वाहन (ईवी) बाजार 2030 तक 20 लाख करोड़ रुपये तक पहुंचने की क्षमता रखता है. उन्होंने बताया कि वर्तमान में देश में 57 लाख ईवी पंजीकृत हैं और 2024-25 में बिक्री में तेज़ी देखी गई. ईवी कार की बिक्री में 20.8 प्रतिशत, दोपहिया वाहनों में 33 प्रतिशत और तिपहिया वाहनों में 18 प्रतिशत वृद्धि दर्ज की गई. इसके विपरीत पेट्रोल और डीजल वाहनों की बिक्री में मामूली वृद्धि ही रही. लिथियम-आयन बैटरी की कीमत घटकर 55 अमेरिकी डॉलर प्रति किलोवाट-घंटा हो गई है, जिससे उत्पादन लागत कम होगी. जम्मू-कश्मीर में 60 लाख टन लिथियम भंडार पाया गया है, जो दुनिया के कुल भंडार का 6 प्रतिशत है.: [905, 457, 1443, 607]
- tile-p: P: [440, 187, 494, 237]
- value: 3.44: [625, 2219, 682, 2239]
